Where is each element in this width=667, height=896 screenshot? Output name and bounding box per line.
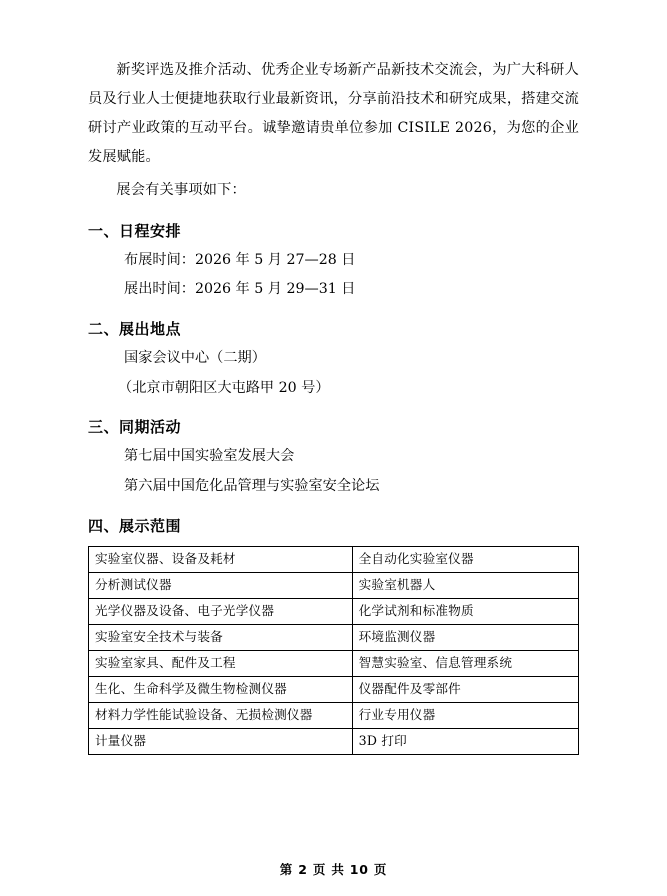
- scope-table: [88, 546, 579, 755]
- section-heading-concurrent-events: 三、同期活动: [88, 418, 182, 437]
- table-cell: 实验室安全技术与装备: [89, 624, 353, 650]
- section-heading-schedule: 一、日程安排: [88, 221, 182, 240]
- concurrent-event-2: 第六届中国危化品管理与实验室安全论坛: [124, 477, 380, 494]
- table-cell: 实验室机器人: [352, 572, 578, 598]
- table-cell: 仪器配件及零部件: [352, 676, 578, 702]
- venue-name: 国家会议中心（二期）: [124, 349, 266, 366]
- table-row: [89, 650, 579, 676]
- body-paragraph: 新奖评选及推介活动、优秀企业专场新产品新技术交流会，为广大科研人员及行业人士便捷地获取行业最新资讯，分享前沿技术和研究成果，搭建交流研讨产业政策的互动平台。诚挚邀请贵单位参加 CISILE 2026，为您的企业发展赋能。: [88, 62, 579, 166]
- table-cell: 3D 打印: [352, 728, 578, 754]
- table-cell: 材料力学性能试验设备、无损检测仪器: [89, 702, 353, 728]
- table-row: [89, 702, 579, 728]
- table-row: [89, 546, 579, 572]
- table-cell: 行业专用仪器: [352, 702, 578, 728]
- table-row: [89, 598, 579, 624]
- concurrent-event-1: 第七届中国实验室发展大会: [124, 448, 295, 465]
- table-cell: 化学试剂和标准物质: [352, 598, 578, 624]
- table-row: [89, 728, 579, 754]
- table-cell: 分析测试仪器: [89, 572, 353, 598]
- section-heading-venue: 二、展出地点: [88, 319, 182, 338]
- table-cell: 智慧实验室、信息管理系统: [352, 650, 578, 676]
- table-cell: 生化、生命科学及微生物检测仪器: [89, 676, 353, 702]
- schedule-setup-time: 布展时间：2026 年 5 月 27—28 日: [124, 251, 356, 268]
- section-heading-scope: 四、展示范围: [88, 516, 182, 535]
- table-cell: 实验室家具、配件及工程: [89, 650, 353, 676]
- schedule-exhibition-time: 展出时间：2026 年 5 月 29—31 日: [124, 281, 356, 298]
- intro-line: 展会有关事项如下：: [116, 182, 246, 199]
- table-cell: 实验室仪器、设备及耗材: [89, 546, 353, 572]
- table-cell: 全自动化实验室仪器: [352, 546, 578, 572]
- table-row: [89, 624, 579, 650]
- table-row: [89, 676, 579, 702]
- table-cell: 环境监测仪器: [352, 624, 578, 650]
- venue-address: （北京市朝阳区大屯路甲 20 号）: [118, 379, 330, 396]
- table-row: [89, 572, 579, 598]
- table-cell: 计量仪器: [89, 728, 353, 754]
- table-cell: 光学仪器及设备、电子光学仪器: [89, 598, 353, 624]
- scope-table-body: [89, 546, 579, 754]
- page-footer: 第 2 页 共 10 页: [279, 862, 388, 877]
